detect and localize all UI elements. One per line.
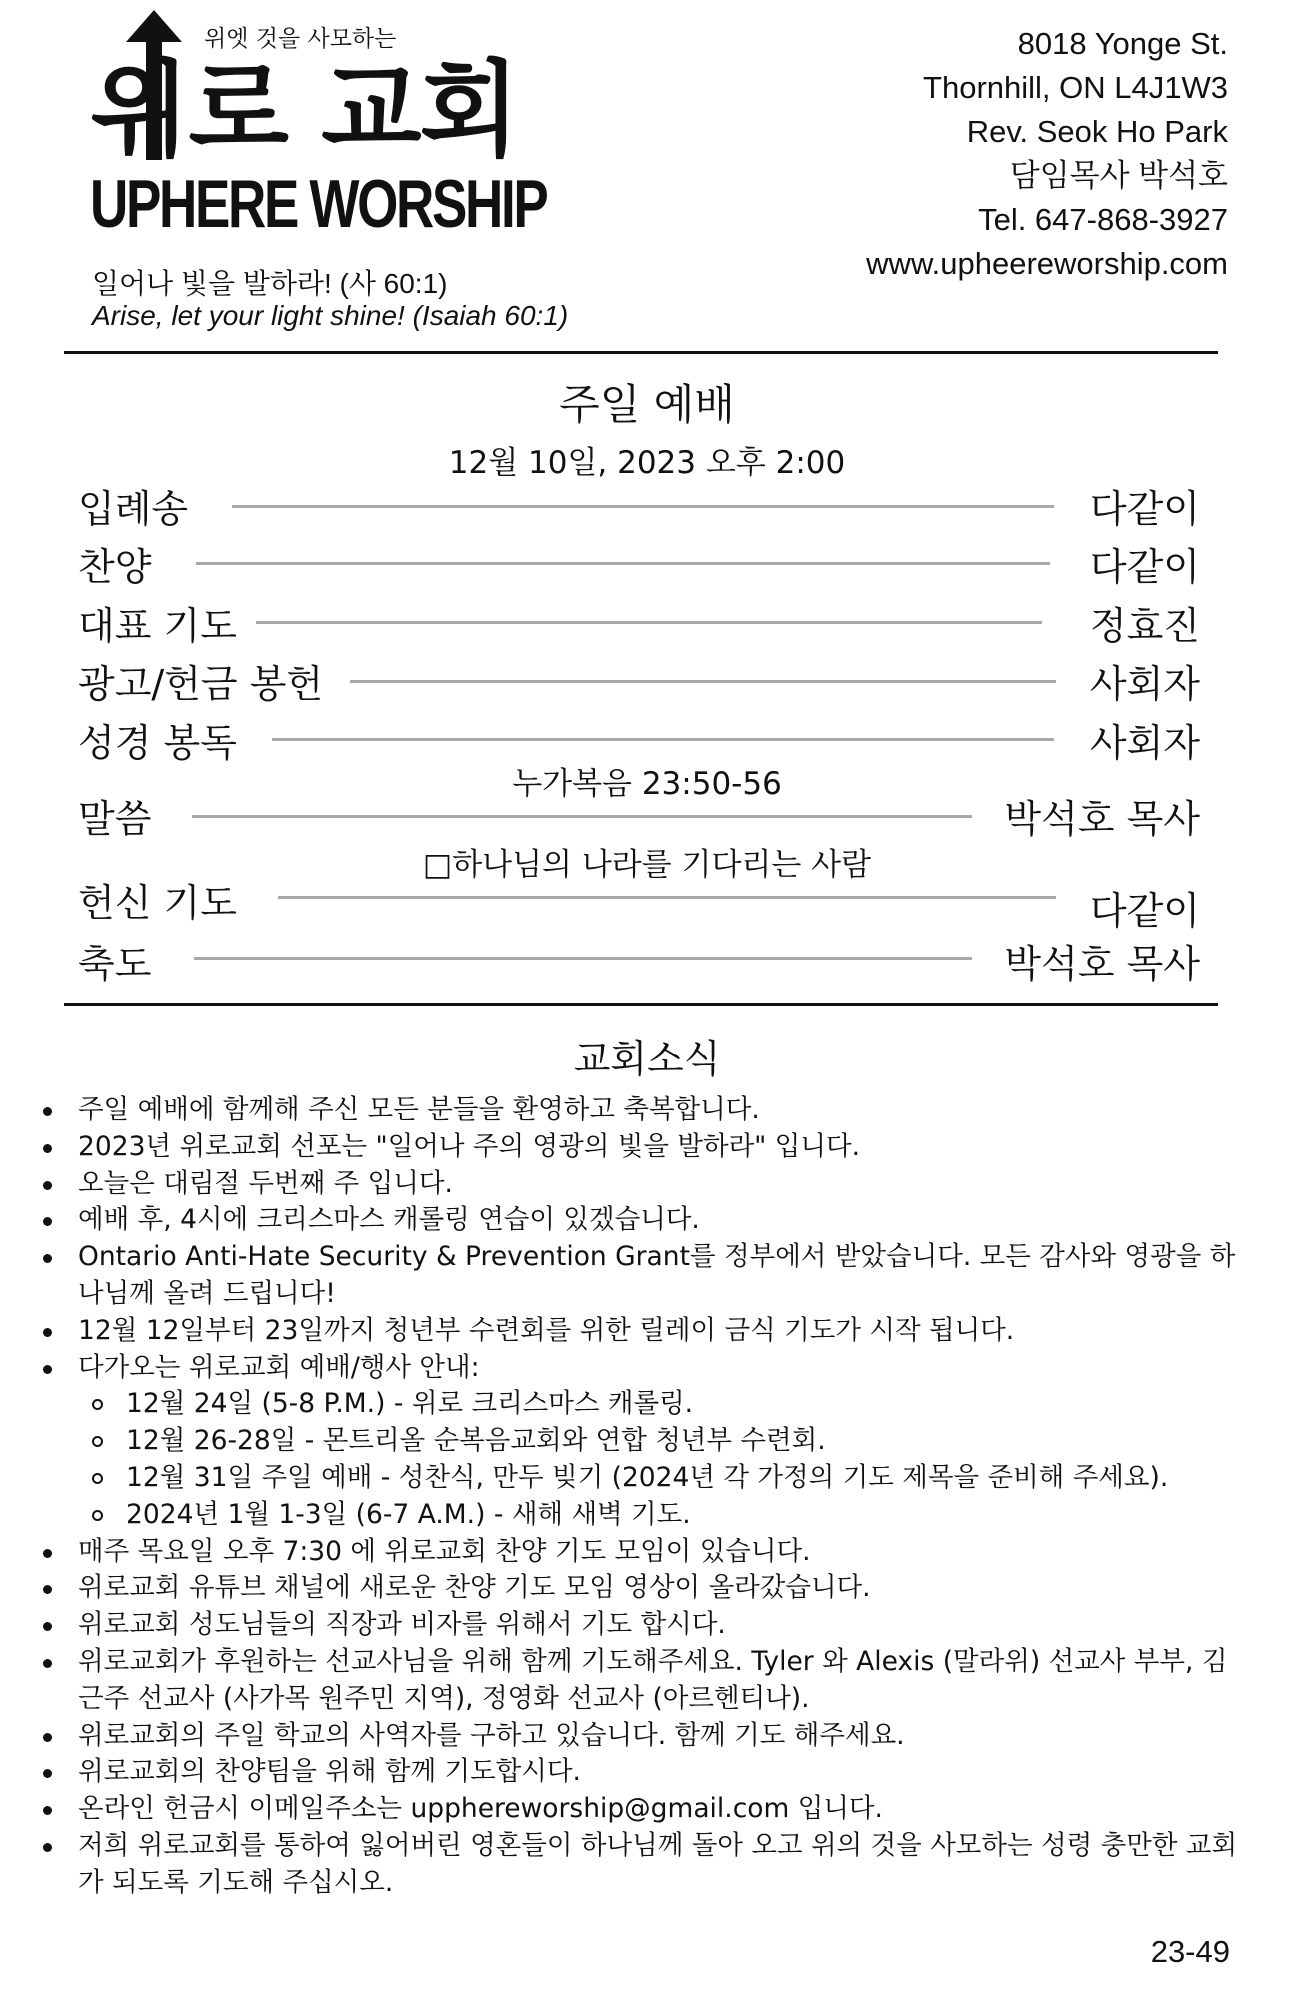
order-item-label: 성경 봉독 bbox=[78, 721, 237, 765]
phone-number: Tel. 647-868-3927 bbox=[978, 202, 1228, 237]
list-item: 온라인 헌금시 이메일주소는 upphereworship@gmail.com 입니다. bbox=[40, 1791, 1240, 1828]
order-item-label: 찬양 bbox=[78, 545, 152, 589]
order-leader-line bbox=[194, 957, 972, 960]
order-item-label: 축도 bbox=[78, 942, 152, 986]
order-leader-line bbox=[192, 815, 972, 818]
page-number: 23-49 bbox=[1150, 1934, 1230, 1969]
order-item-label: 입례송 bbox=[78, 487, 189, 531]
order-item-person: 다같이 bbox=[1089, 545, 1200, 589]
order-item-person: 사회자 bbox=[1089, 662, 1200, 706]
order-item-person: 다같이 bbox=[1089, 889, 1200, 933]
header-divider bbox=[64, 351, 1218, 354]
order-item-person: 정효진 bbox=[1089, 604, 1200, 648]
church-name-korean: 위로 교회 bbox=[90, 49, 519, 171]
list-item: 위로교회가 후원하는 선교사님을 위해 함께 기도해주세요. Tyler 와 Alexis (말라위) 선교사 부부, 김근주 선교사 (사가목 원주민 지역), 정영화 선교사 (아르헨티나). bbox=[40, 1644, 1240, 1718]
sermon-title: □하나님의 나라를 기다리는 사람 bbox=[422, 847, 872, 883]
list-item: 매주 목요일 오후 7:30 에 위로교회 찬양 기도 모임이 있습니다. bbox=[40, 1534, 1240, 1571]
service-divider bbox=[64, 1003, 1218, 1006]
church-name-english: UPHERE WORSHIP bbox=[90, 166, 547, 242]
news-title: 교회소식 bbox=[573, 1037, 721, 1081]
motto-korean: 일어나 빛을 발하라! (사 60:1) bbox=[92, 268, 448, 299]
list-item: 주일 예배에 함께해 주신 모든 분들을 환영하고 축복합니다. bbox=[40, 1092, 1240, 1129]
list-item: 2023년 위로교회 선포는 "일어나 주의 영광의 빛을 발하라" 입니다. bbox=[40, 1129, 1240, 1166]
news-list bbox=[40, 1092, 1240, 1902]
order-item-person: 사회자 bbox=[1089, 721, 1200, 765]
order-item-person: 박석호 목사 bbox=[1004, 797, 1200, 841]
order-item-label: 대표 기도 bbox=[78, 604, 237, 648]
list-item: 오늘은 대림절 두번째 주 입니다. bbox=[40, 1166, 1240, 1203]
list-item: 위로교회의 찬양팀을 위해 함께 기도합시다. bbox=[40, 1754, 1240, 1791]
list-item: 저희 위로교회를 통하여 잃어버린 영혼들이 하나님께 돌아 오고 위의 것을 사모하는 성령 충만한 교회가 되도록 기도해 주십시오. bbox=[40, 1828, 1240, 1902]
order-leader-line bbox=[278, 896, 1056, 899]
list-item: Ontario Anti-Hate Security & Prevention Grant를 정부에서 받았습니다. 모든 감사와 영광을 하나님께 올려 드립니다! bbox=[40, 1239, 1240, 1313]
website-link[interactable]: www.upheereworship.com bbox=[866, 246, 1228, 281]
address-street: 8018 Yonge St. bbox=[1017, 26, 1228, 61]
pastor-name-english: Rev. Seok Ho Park bbox=[966, 114, 1228, 149]
list-item: 예배 후, 4시에 크리스마스 캐롤링 연습이 있겠습니다. bbox=[40, 1202, 1240, 1239]
pastor-name-korean: 담임목사 박석호 bbox=[1009, 158, 1228, 193]
order-item-person: 다같이 bbox=[1089, 487, 1200, 531]
order-item-person: 박석호 목사 bbox=[1004, 942, 1200, 986]
order-item-label: 헌신 기도 bbox=[78, 881, 237, 925]
order-leader-line bbox=[350, 680, 1056, 683]
list-item: 위로교회 성도님들의 직장과 비자를 위해서 기도 합시다. bbox=[40, 1607, 1240, 1644]
sub-list-item: 2024년 1월 1-3일 (6-7 A.M.) - 새해 새벽 기도. bbox=[40, 1497, 1240, 1534]
list-item: 위로교회의 주일 학교의 사역자를 구하고 있습니다. 함께 기도 해주세요. bbox=[40, 1718, 1240, 1755]
church-tagline: 위엣 것을 사모하는 bbox=[204, 26, 397, 52]
order-leader-line bbox=[232, 505, 1054, 508]
service-date: 12월 10일, 2023 오후 2:00 bbox=[448, 445, 846, 481]
church-address-block bbox=[866, 22, 1228, 286]
sub-list-item: 12월 26-28일 - 몬트리올 순복음교회와 연합 청년부 수련회. bbox=[40, 1423, 1240, 1460]
order-leader-line bbox=[272, 738, 1054, 741]
order-leader-line bbox=[196, 562, 1050, 565]
sub-list-item: 12월 31일 주일 예배 - 성찬식, 만두 빚기 (2024년 각 가정의 기도 제목을 준비해 주세요). bbox=[40, 1460, 1240, 1497]
list-item: 12월 12일부터 23일까지 청년부 수련회를 위한 릴레이 금식 기도가 시작 됩니다. bbox=[40, 1313, 1240, 1350]
list-item: 위로교회 유튜브 채널에 새로운 찬양 기도 모임 영상이 올라갔습니다. bbox=[40, 1570, 1240, 1607]
order-leader-line bbox=[256, 621, 1042, 624]
scripture-reference: 누가복음 23:50-56 bbox=[512, 766, 782, 802]
service-title: 주일 예배 bbox=[559, 380, 735, 429]
list-item: 다가오는 위로교회 예배/행사 안내: bbox=[40, 1350, 1240, 1387]
order-item-label: 광고/헌금 봉헌 bbox=[78, 662, 324, 706]
sub-list-item: 12월 24일 (5-8 P.M.) - 위로 크리스마스 캐롤링. bbox=[40, 1386, 1240, 1423]
motto-english: Arise, let your light shine! (Isaiah 60:1) bbox=[92, 300, 569, 331]
address-city: Thornhill, ON L4J1W3 bbox=[923, 70, 1228, 105]
order-item-label: 말씀 bbox=[78, 797, 152, 841]
